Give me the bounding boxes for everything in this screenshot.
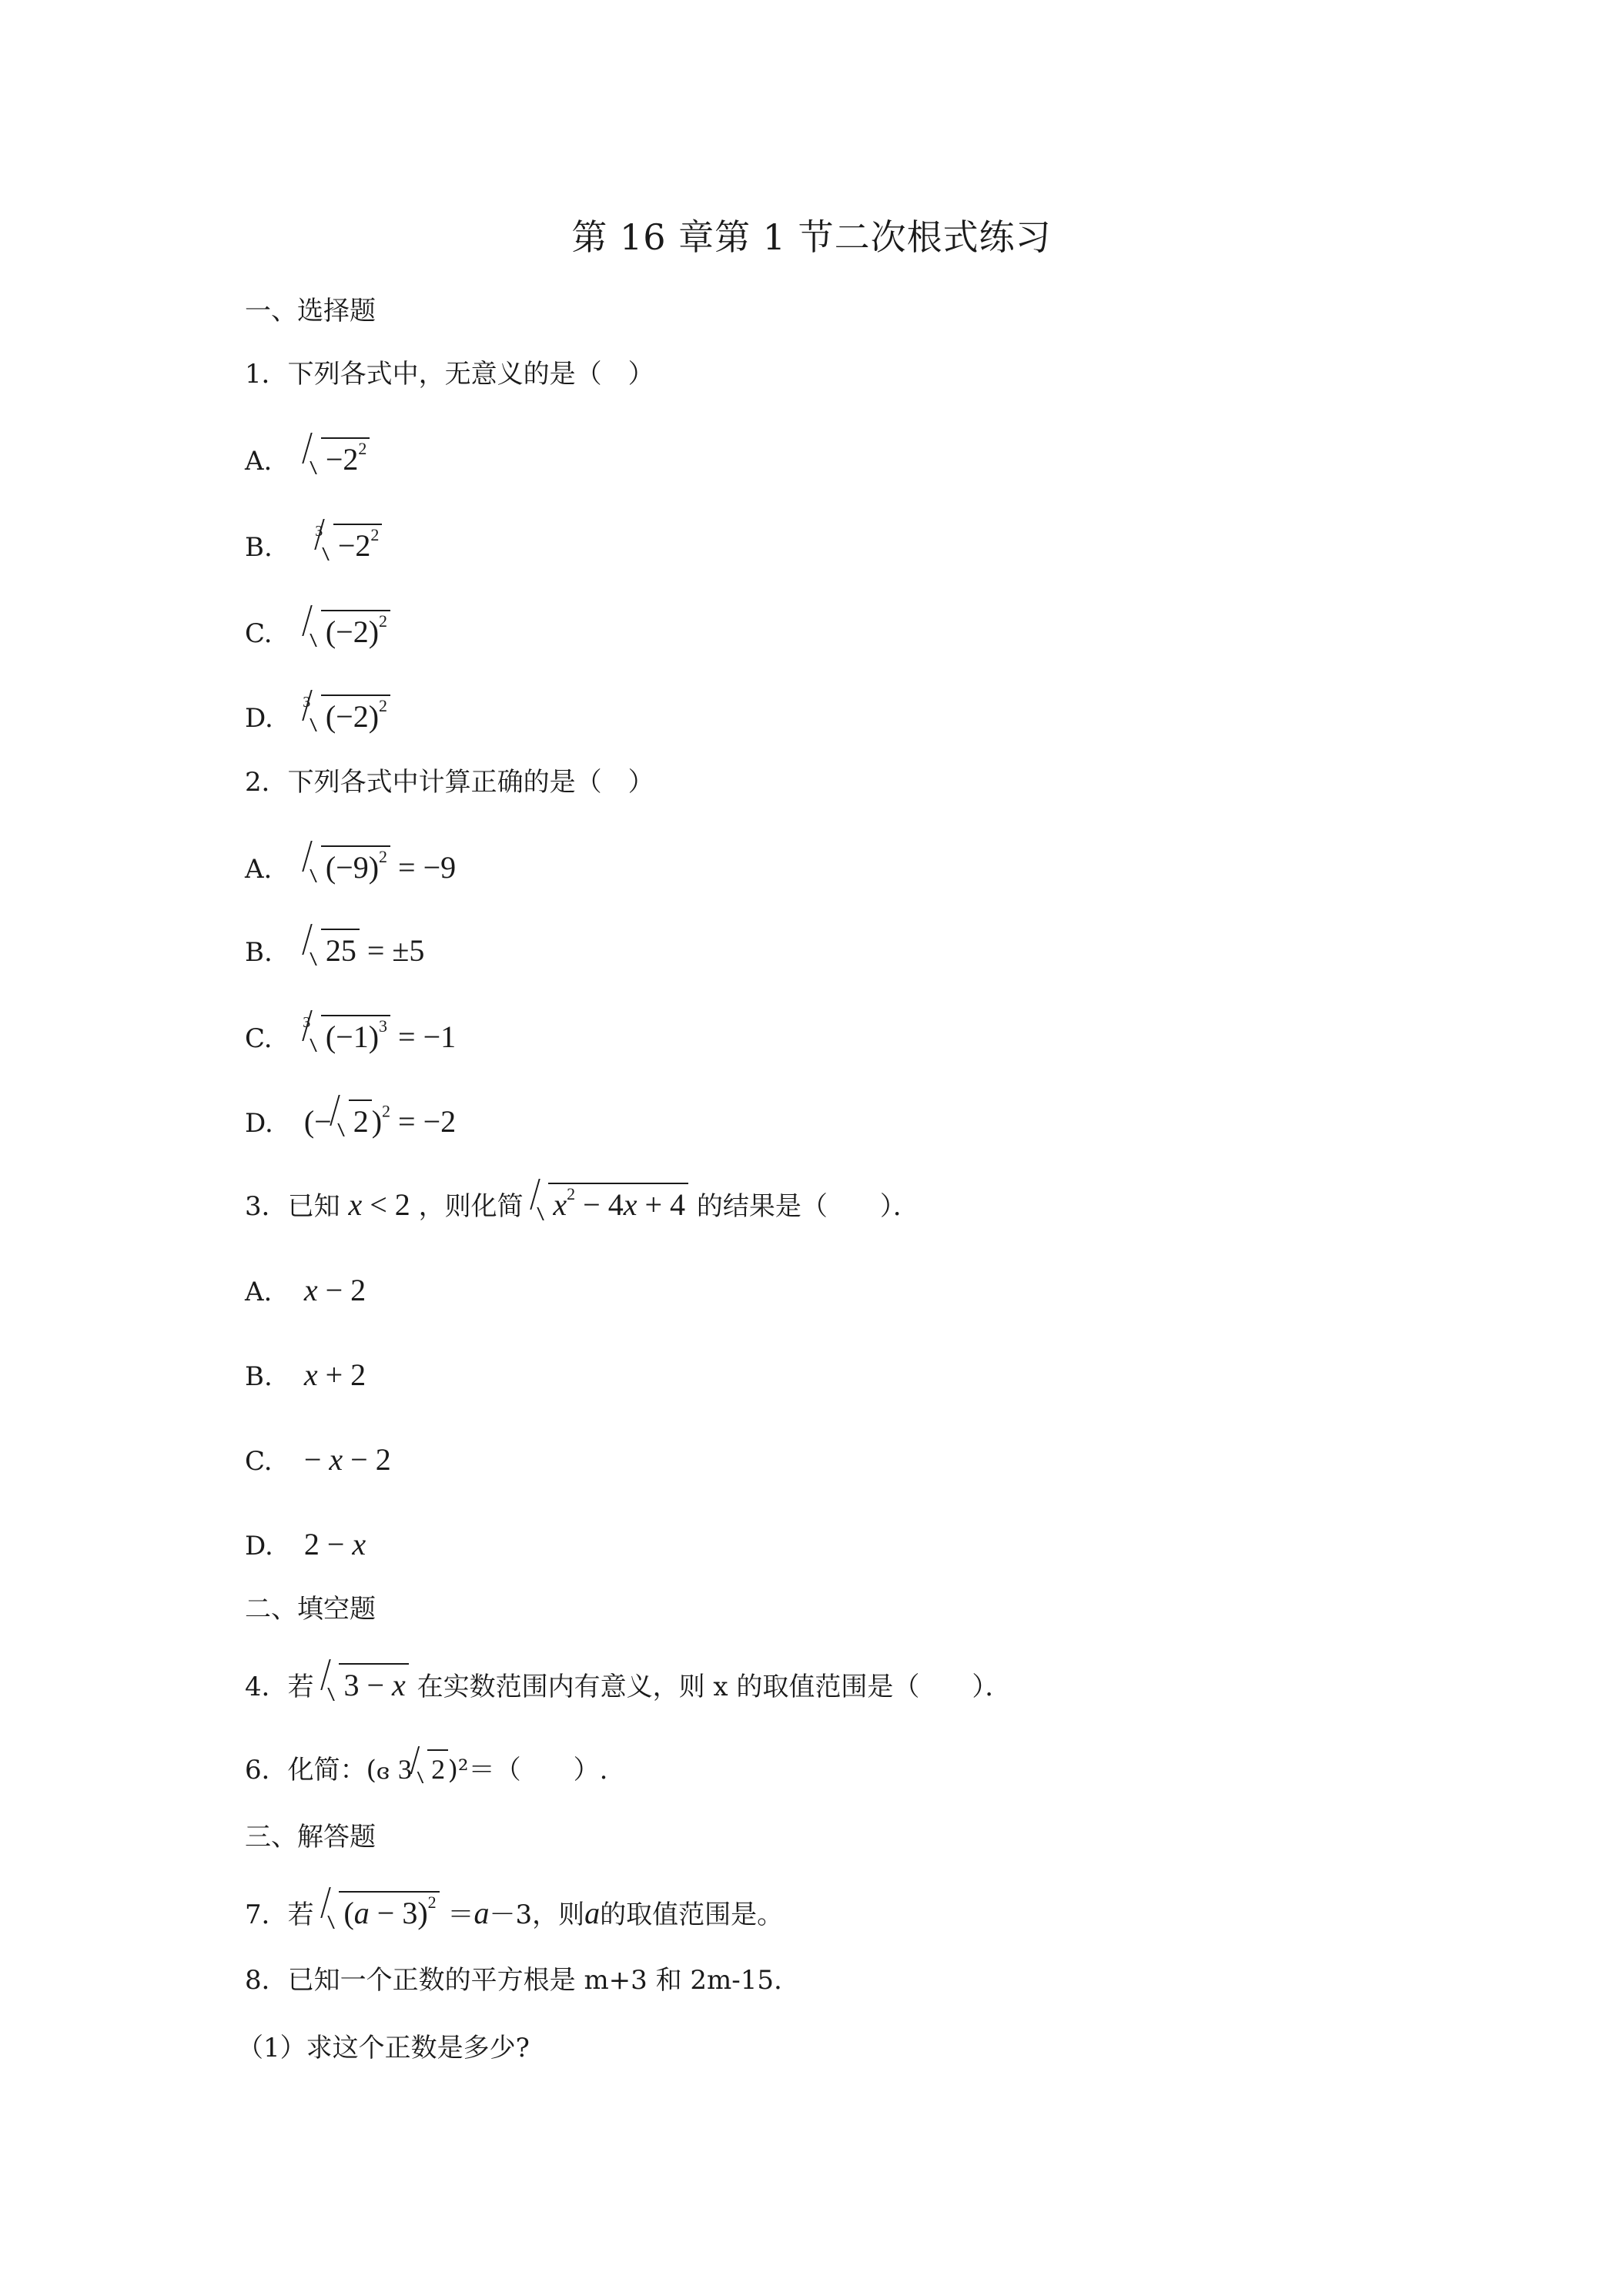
option-label: A. [245, 854, 273, 885]
question-1-stem: 1．下列各式中，无意义的是（ ） [245, 359, 654, 390]
q2-option-d-expr: (− 2 )$^2$ = −2 [304, 1099, 456, 1140]
q3-option-d-expr: 2 − x [303, 1527, 366, 1561]
question-2-stem: 2．下列各式中计算正确的是（ ） [245, 767, 654, 798]
q7-variable: a [474, 1896, 490, 1931]
q6-stem-part-b: )²＝（ ）. [447, 1754, 608, 1786]
q4-expression: 3 − x [322, 1663, 408, 1704]
question-8-stem: 8．已知一个正数的平方根是 m+3 和 2m-15. [245, 1965, 782, 1996]
q6-garbled-glyph: ɞ [376, 1758, 390, 1784]
q1-option-a-expr: $-2^2$ [304, 437, 370, 477]
option-label: B. [245, 1361, 273, 1392]
option-label: C. [245, 1446, 273, 1477]
page-title: 第 16 章第 1 节二次根式练习 [571, 216, 1052, 258]
q7-expression: $(a - 3)^2$ [322, 1891, 439, 1932]
q7-stem-part-c: －3，则 [489, 1899, 585, 1931]
q1-option-c-expr: $(-2)^2$ [304, 610, 390, 650]
option-label: B. [245, 532, 273, 564]
q3-stem-part-c: 的结果是（ ）． [696, 1191, 919, 1223]
question-6-stem [245, 1749, 607, 1786]
q2-option-b [245, 929, 424, 969]
q2-option-a-expr: $(-9)^2 = -9$ [304, 845, 456, 885]
option-label: B. [245, 937, 273, 969]
question-3-stem [245, 1183, 919, 1223]
q2-option-d [245, 1099, 456, 1140]
q4-stem-part-a: 4．若 [245, 1672, 314, 1703]
q3-expression: $x^2 - 4x + 4$ [531, 1183, 688, 1223]
q6-stem-part-a: 6．化简：( [245, 1754, 376, 1786]
q3-option-a-expr: x − 2 [303, 1273, 366, 1307]
q7-variable-2: a [584, 1896, 601, 1931]
option-label: D. [245, 1108, 273, 1140]
option-label: C. [245, 618, 273, 650]
q2-option-c [245, 1015, 456, 1055]
q7-stem-part-d: 的取值范围是。 [600, 1899, 784, 1931]
section-heading-fill: 二、填空题 [245, 1594, 376, 1625]
q1-option-a [245, 437, 370, 477]
question-8-part-1: （1）求这个正数是多少? [237, 2033, 530, 2063]
q3-option-d [245, 1526, 366, 1562]
question-4-stem [245, 1663, 1011, 1704]
question-7-stem [245, 1891, 783, 1932]
section-heading-answer: 三、解答题 [245, 1822, 376, 1853]
q1-option-c [245, 610, 390, 650]
q3-stem-part-a: 3．已知 [245, 1191, 340, 1223]
q6-expression: 3 2 [398, 1749, 448, 1786]
option-label: C. [245, 1023, 273, 1055]
q1-option-d [245, 694, 390, 735]
option-label: A. [245, 446, 273, 477]
q1-option-b-expr: 3 $-2^2$ [316, 524, 383, 564]
option-label: D. [245, 1531, 273, 1561]
q3-stem-part-b: ，则化简 [418, 1191, 524, 1223]
q3-condition: x < 2 [348, 1187, 410, 1223]
q3-option-b [245, 1357, 366, 1393]
q2-option-a [245, 845, 456, 885]
q1-option-b [245, 524, 382, 564]
q3-option-a [245, 1272, 366, 1308]
q3-option-c [245, 1441, 391, 1478]
q7-stem-part-b: ＝ [447, 1899, 474, 1931]
q3-option-b-expr: x + 2 [303, 1357, 366, 1392]
q2-option-c-expr: 3 $(-1)^3 = -1$ [304, 1015, 456, 1055]
q7-stem-part-a: 7．若 [245, 1899, 314, 1931]
q3-option-c-expr: − x − 2 [303, 1442, 391, 1477]
q1-option-d-expr: 3 $(-2)^2$ [304, 694, 390, 735]
q4-stem-part-b: 在实数范围内有意义，则 x 的取值范围是（ ）． [417, 1672, 1012, 1703]
option-label: A. [245, 1277, 273, 1307]
option-label: D. [245, 703, 273, 735]
q2-option-b-expr: 25 = ±5 [304, 929, 425, 969]
section-heading-choice: 一、选择题 [245, 296, 376, 326]
